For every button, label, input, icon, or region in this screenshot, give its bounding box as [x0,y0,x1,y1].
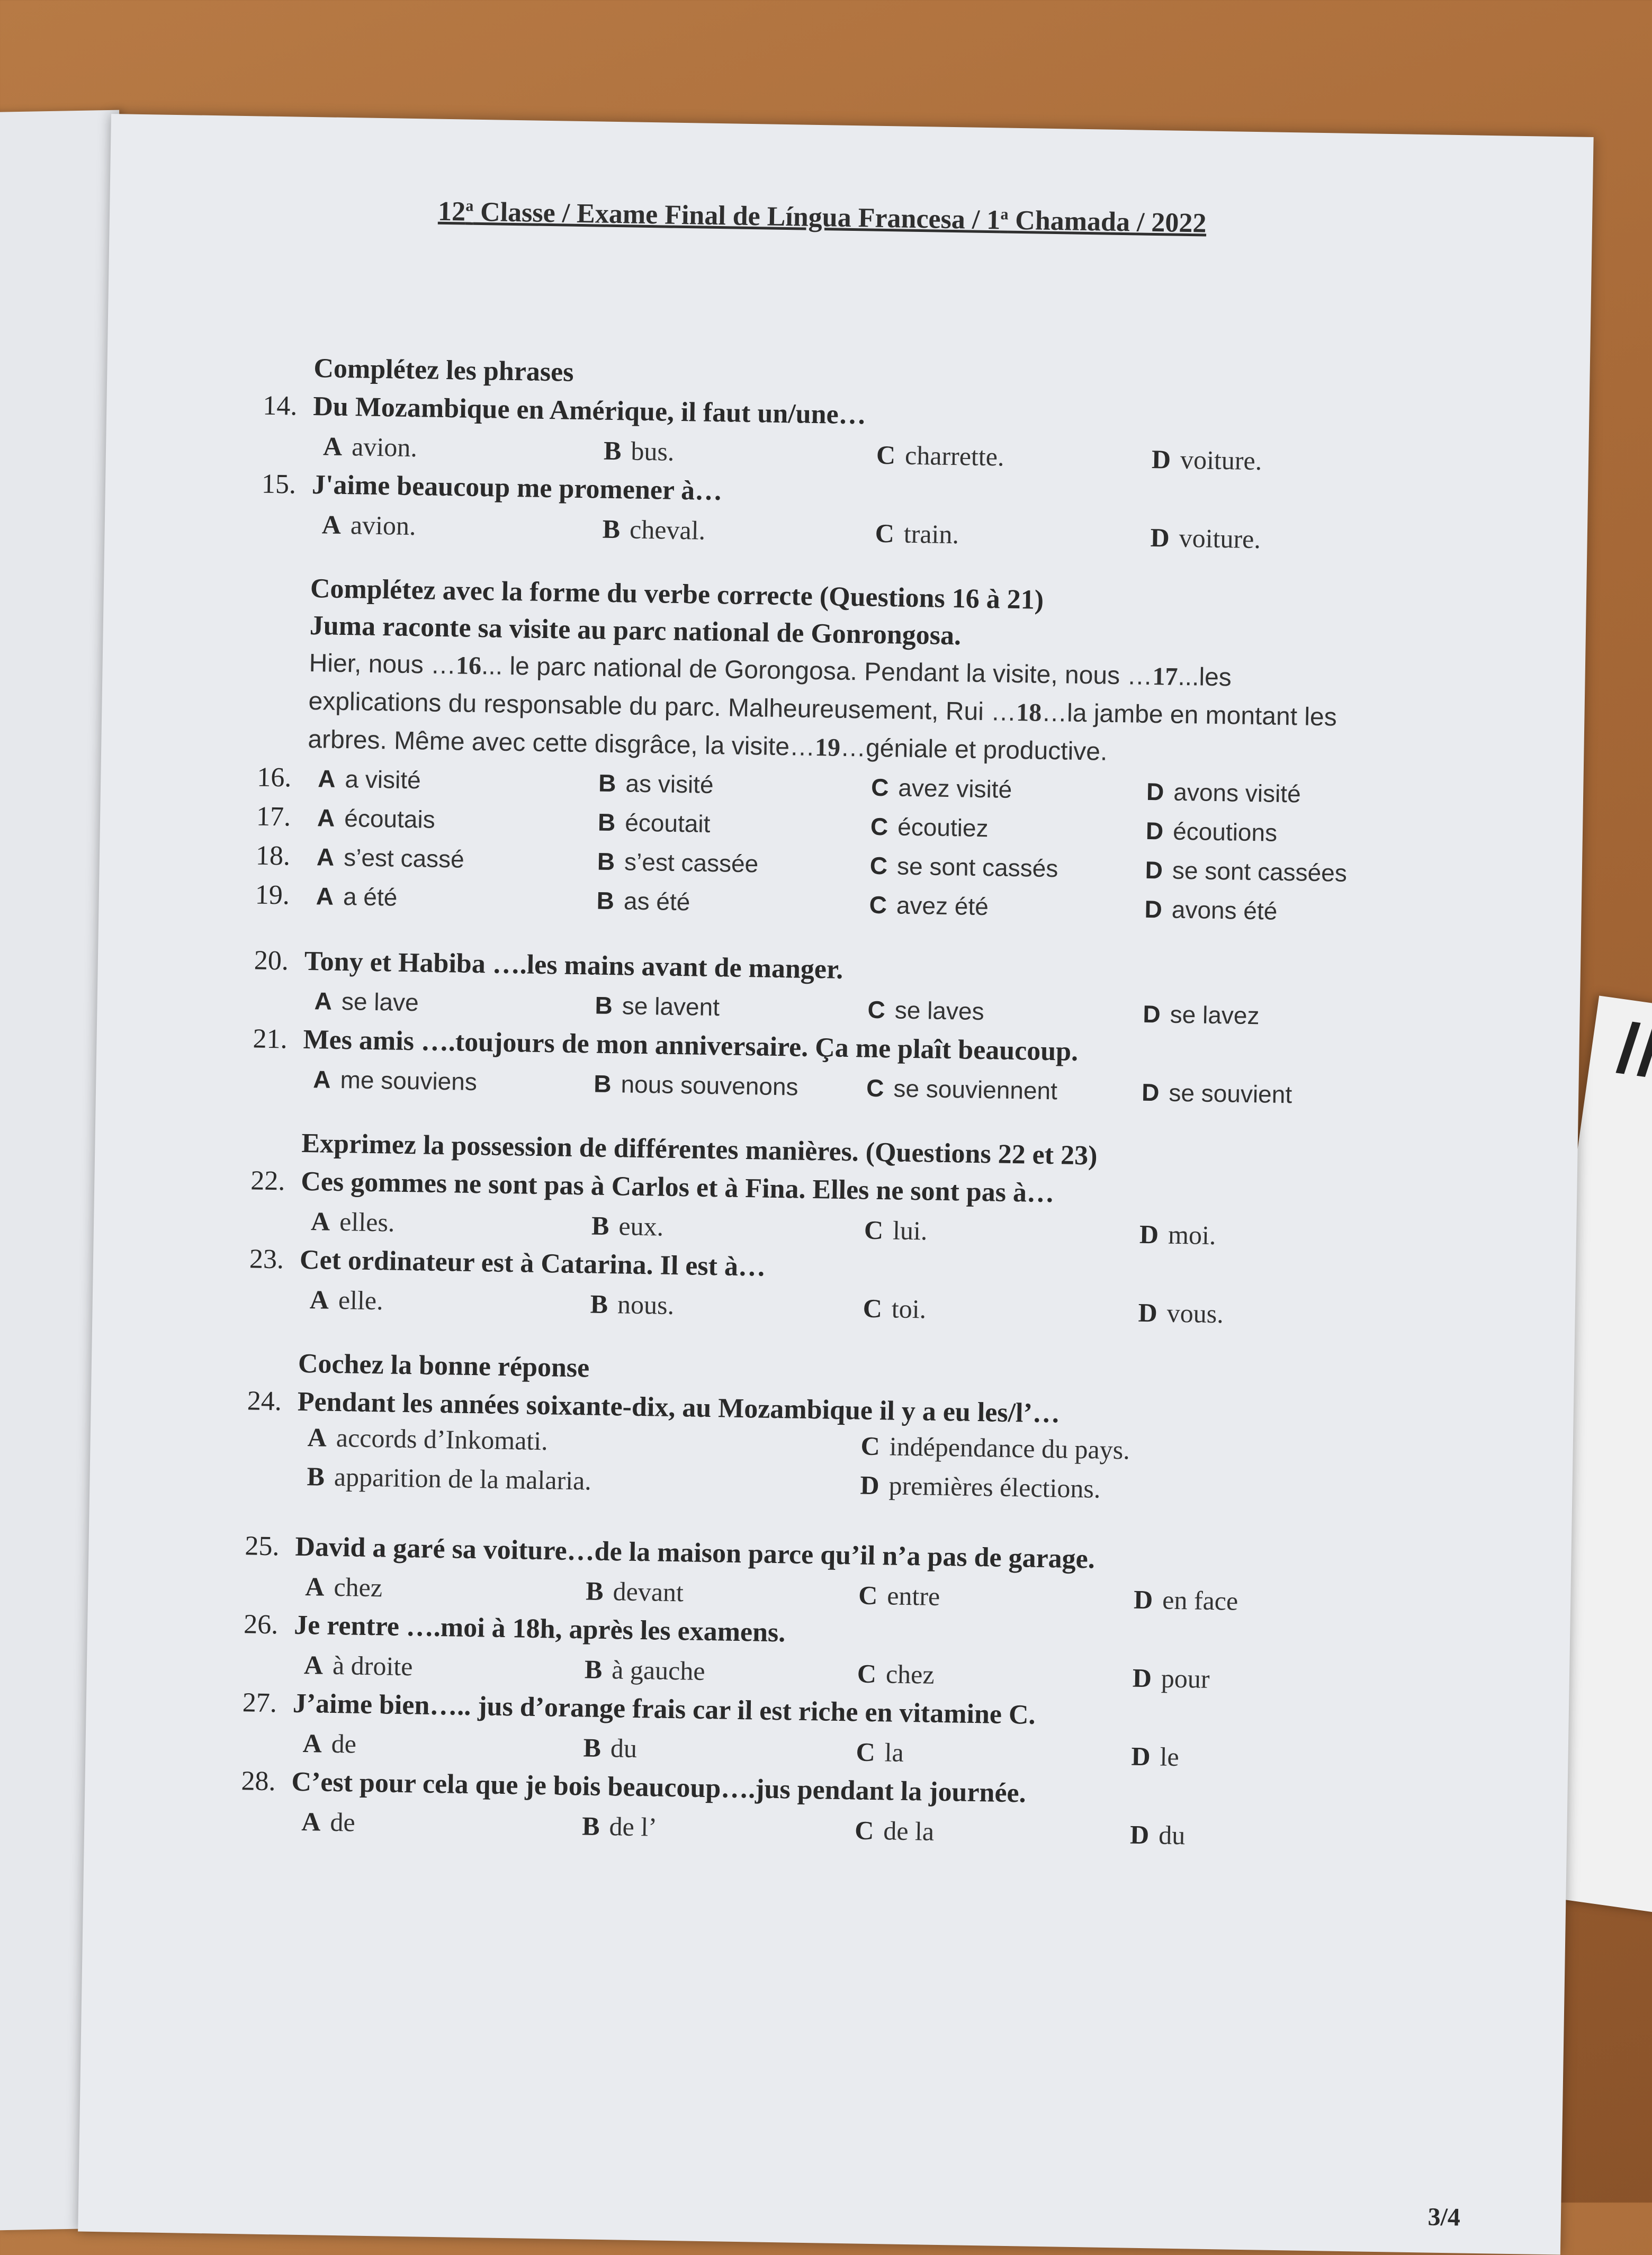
question-14: 14. Du Mozambique en Amérique, il faut un/une… [262,390,867,430]
option[interactable]: A elle. [309,1284,384,1316]
option[interactable]: C se laves [867,995,984,1026]
option[interactable]: C toi. [863,1293,927,1324]
option[interactable]: A avion. [322,431,418,463]
option[interactable]: C lui. [864,1215,928,1246]
option[interactable]: B de l’ [581,1811,658,1842]
page-header: 12$^a$ Classe / Exame Final de Língua Francesa / 1$^a$ Chamada / 2022 [437,196,1207,239]
option[interactable]: C se souviennent [866,1074,1058,1105]
option[interactable]: D du [1129,1819,1186,1850]
option[interactable]: B cheval. [602,514,706,545]
option[interactable]: D écoutions [1145,816,1278,847]
question-24: 24. Pendant les années soixante-dix, au Mozambique il y a eu les/l’… [247,1386,1061,1429]
option[interactable]: B s’est cassée [597,847,759,878]
option[interactable]: A me souviens [313,1065,478,1096]
section-title: Complétez avec la forme du verbe correcte (Questions 16 à 21) [310,573,1044,615]
option[interactable]: C la [856,1737,904,1767]
question-15: 15. J'aime beaucoup me promener à… [261,469,723,507]
option[interactable]: A a été [316,882,398,911]
question-27: 27. J’aime bien….. jus d’orange frais car il est riche en vitamine C. [242,1687,1036,1730]
question-18: 18. A s’est cassé B s’est cassée C se sont cassés D se sont cassées [226,836,1444,894]
option[interactable]: B apparition de la malaria. [307,1461,592,1496]
reading-passage: Hier, nous …16... le parc national de Gorongosa. Pendant la visite, nous …17...les explications du responsable du parc. Malheureusement, Rui …18…la jambe en montant les arbres. Même avec cette disgrâce, la visite…19…géniale et productive. [308,649,1337,766]
option[interactable]: A de [301,1807,356,1837]
question-19: 19. A a été B as été C avez été D avons été [226,875,1444,933]
option[interactable]: C de la [854,1815,935,1846]
option[interactable]: D avons été [1144,895,1278,925]
page-number: 3/4 [1427,2203,1461,2232]
option[interactable]: A s’est cassé [316,843,465,873]
question-21: 21. Mes amis ….toujours de mon anniversaire. Ça me plaît beaucoup. [253,1023,1079,1067]
option[interactable]: D vous. [1138,1297,1224,1329]
option[interactable]: D en face [1133,1584,1238,1616]
option[interactable]: B eux. [591,1210,664,1242]
option[interactable]: C écoutiez [870,812,989,842]
question-16: 16. A a visité B as visité C avez visité D avons visité [228,758,1446,816]
option[interactable]: A a visité [317,765,421,794]
option[interactable]: A elles. [310,1206,395,1237]
option[interactable]: B se lavent [595,991,720,1021]
question-23: 23. Cet ordinateur est à Catarina. Il est à… [249,1244,766,1282]
option[interactable]: B écoutait [597,808,711,838]
section-title: Exprimez la possession de différentes manières. (Questions 22 et 23) [301,1128,1098,1171]
option[interactable]: B as visité [598,769,714,799]
option[interactable]: D premières élections. [860,1470,1101,1504]
option[interactable]: A écoutais [317,804,436,833]
option[interactable]: D avons visité [1146,777,1301,808]
option[interactable]: A accords d’Inkomati. [307,1422,549,1456]
option[interactable]: B du [583,1732,638,1763]
option[interactable]: B à gauche [584,1654,706,1686]
question-20: 20. Tony et Habiba ….les mains avant de manger. [254,945,843,985]
exam-content [211,349,1452,1859]
option[interactable]: D pour [1132,1663,1210,1694]
option[interactable]: C entre [858,1580,940,1611]
option[interactable]: C indépendance du pays. [860,1431,1130,1465]
question-17: 17. A écoutais B écoutait C écoutiez D écoutions [227,797,1446,855]
exam-page [78,114,1593,2254]
option[interactable]: C avez visité [870,773,1012,803]
option[interactable]: D se sont cassées [1145,856,1348,887]
option[interactable]: A chez [304,1571,383,1603]
option[interactable]: B devant [585,1576,684,1607]
option[interactable]: C charrette. [876,439,1004,472]
option[interactable]: C train. [875,518,959,550]
option[interactable]: A de [302,1728,357,1759]
question-28: 28. C’est pour cela que je bois beaucoup….jus pendant la journée. [241,1766,1027,1809]
option[interactable]: B nous souvenons [593,1070,798,1101]
option[interactable]: C chez [857,1658,935,1690]
option[interactable]: A à droite [303,1650,413,1682]
option[interactable]: C avez été [869,891,989,921]
option[interactable]: D moi. [1139,1219,1216,1251]
option[interactable]: A avion. [321,509,416,541]
section-title: Complétez les phrases [313,353,574,388]
option[interactable]: A se lave [314,987,419,1017]
option[interactable]: D se souvient [1141,1078,1292,1109]
option[interactable]: D voiture. [1151,444,1262,476]
option[interactable]: B nous. [590,1289,675,1320]
question-22: 22. Ces gommes ne sont pas à Carlos et à Fina. Elles ne sont pas à… [250,1165,1055,1209]
option[interactable]: B as été [596,886,690,916]
option[interactable]: C se sont cassés [869,851,1058,883]
option[interactable]: B bus. [603,435,675,466]
option[interactable]: D voiture. [1150,522,1261,554]
section-title: Cochez la bonne réponse [298,1348,590,1383]
option[interactable]: D se lavez [1143,1000,1260,1030]
question-25: 25. David a garé sa voiture…de la maison parce qu’il n’a pas de garage. [245,1531,1096,1575]
question-26: 26. Je rentre ….moi à 18h, après les examens. [243,1609,786,1648]
section-subtitle: Juma raconte sa visite au parc national de Gonrongosa. [309,610,962,651]
option[interactable]: D le [1131,1741,1180,1772]
